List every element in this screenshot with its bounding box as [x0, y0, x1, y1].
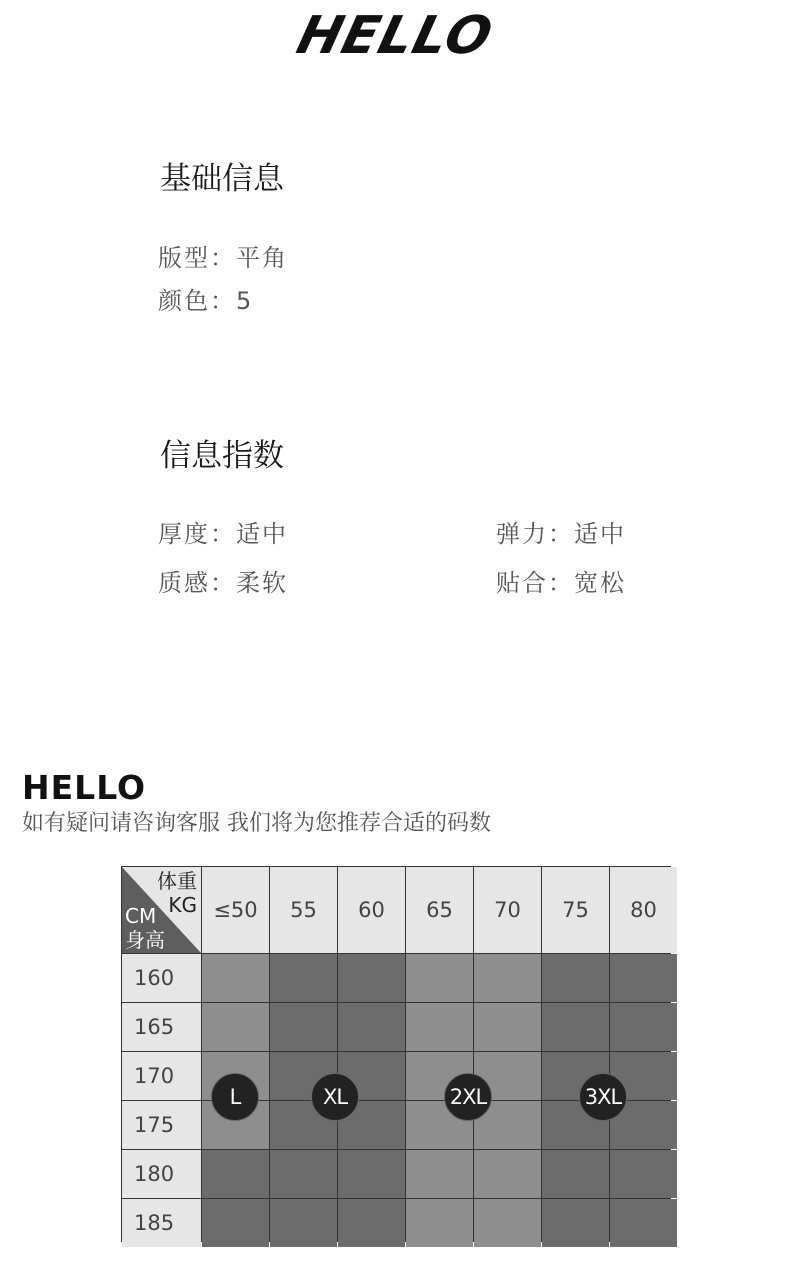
size-cell	[202, 1199, 269, 1247]
index-info-title: 信息指数	[160, 438, 284, 474]
height-row-label: 175	[122, 1101, 201, 1149]
size-cell	[202, 1150, 269, 1198]
thickness-value: 厚度：适中	[158, 520, 288, 548]
height-unit: CM	[125, 904, 157, 928]
size-chart-tagline: 如有疑问请咨询客服 我们将为您推荐合适的码数	[22, 811, 491, 836]
size-cell	[610, 1003, 677, 1051]
size-cell	[474, 954, 541, 1002]
texture-value: 质感：柔软	[158, 569, 288, 597]
height-row-label: 170	[122, 1052, 201, 1100]
weight-header: 70	[474, 867, 541, 953]
height-row-label: 180	[122, 1150, 201, 1198]
size-cell	[406, 954, 473, 1002]
size-cell	[474, 1150, 541, 1198]
size-cell	[202, 954, 269, 1002]
size-cell	[610, 954, 677, 1002]
size-chart-table	[121, 866, 671, 1242]
size-cell	[542, 1003, 609, 1051]
weight-header: ≤50	[202, 867, 269, 953]
size-cell	[338, 1150, 405, 1198]
weight-header: 60	[338, 867, 405, 953]
elasticity-value: 弹力：适中	[496, 520, 626, 548]
weight-unit: KG	[168, 893, 197, 917]
fitting-value: 贴合：宽松	[496, 569, 626, 597]
weight-header: 55	[270, 867, 337, 953]
size-cell	[270, 1199, 337, 1247]
size-cell	[610, 1150, 677, 1198]
height-row-label: 185	[122, 1199, 201, 1247]
weight-label: 体重	[157, 869, 197, 893]
size-cell	[474, 1003, 541, 1051]
size-cell	[610, 1199, 677, 1247]
height-row-label: 165	[122, 1003, 201, 1051]
size-cell	[406, 1199, 473, 1247]
brand-logo: HELLO	[291, 6, 499, 66]
weight-header: 65	[406, 867, 473, 953]
size-badge-xl: XL	[311, 1073, 359, 1121]
height-label: 身高	[125, 928, 165, 952]
size-cell	[542, 1150, 609, 1198]
corner-height-label	[125, 904, 165, 952]
size-cell	[338, 1003, 405, 1051]
weight-header: 75	[542, 867, 609, 953]
size-cell	[406, 1150, 473, 1198]
height-row-label: 160	[122, 954, 201, 1002]
fit-type: 版型：平角	[158, 244, 288, 272]
size-cell	[270, 954, 337, 1002]
size-cell	[270, 1150, 337, 1198]
size-cell	[474, 1199, 541, 1247]
size-chart-corner	[122, 867, 201, 953]
size-cell	[338, 1199, 405, 1247]
size-cell	[542, 954, 609, 1002]
size-badge-3xl: 3XL	[579, 1073, 627, 1121]
size-badge-l: L	[211, 1073, 259, 1121]
size-chart-heading: HELLO	[22, 768, 147, 807]
size-cell	[542, 1199, 609, 1247]
weight-header: 80	[610, 867, 677, 953]
color-count: 颜色：5	[158, 287, 254, 315]
size-cell	[338, 954, 405, 1002]
size-cell	[406, 1003, 473, 1051]
basic-info-title: 基础信息	[160, 161, 284, 197]
size-cell	[202, 1003, 269, 1051]
size-badge-2xl: 2XL	[444, 1073, 492, 1121]
size-cell	[270, 1003, 337, 1051]
